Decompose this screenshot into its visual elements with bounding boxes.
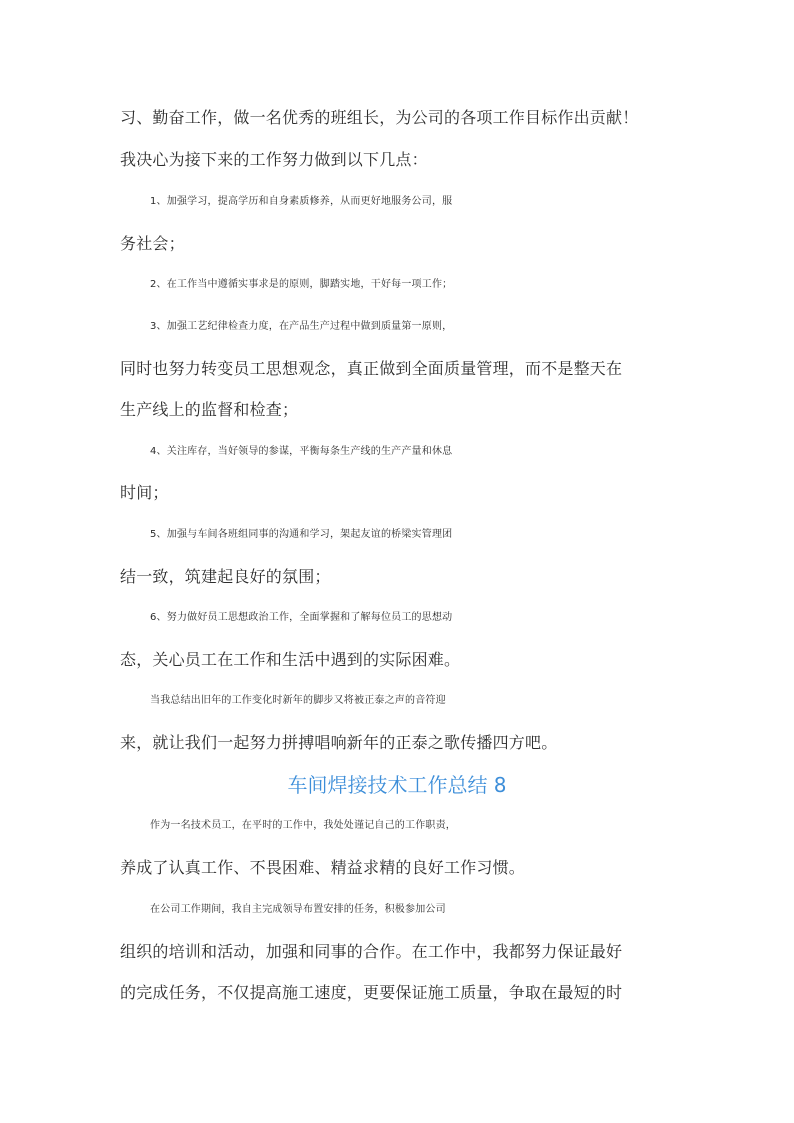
text-line: 6、努力做好员工思想政治工作，全面掌握和了解每位员工的思想动 xyxy=(150,612,453,623)
text-line: 2、在工作当中遵循实事求是的原则，脚踏实地，干好每一项工作； xyxy=(150,279,453,290)
text-line: 态，关心员工在工作和生活中遇到的实际困难。 xyxy=(120,650,461,669)
text-line: 生产线上的监督和检查； xyxy=(120,400,299,419)
section-heading: 车间焊接技术工作总结 8 xyxy=(287,773,507,797)
text-line: 的完成任务，不仅提高施工速度，更要保证施工质量，争取在最短的时 xyxy=(120,983,623,1002)
text-line: 同时也努力转变员工思想观念，真正做到全面质量管理，而不是整天在 xyxy=(120,359,623,378)
text-line: 4、关注库存，当好领导的参谋，平衡每条生产线的生产产量和休息 xyxy=(150,446,453,457)
text-line: 务社会； xyxy=(120,234,185,253)
text-line: 我决心为接下来的工作努力做到以下几点： xyxy=(120,150,428,169)
text-line: 时间； xyxy=(120,483,169,502)
text-line: 在公司工作期间，我自主完成领导布置安排的任务，积极参加公司 xyxy=(150,904,446,915)
text-line: 来，就让我们一起努力拼搏唱响新年的正泰之歌传播四方吧。 xyxy=(120,733,558,752)
text-line: 1、加强学习，提高学历和自身素质修养，从而更好地服务公司，服 xyxy=(150,196,453,207)
text-line: 3、加强工艺纪律检查力度，在产品生产过程中做到质量第一原则， xyxy=(150,321,453,332)
text-line: 当我总结出旧年的工作变化时新年的脚步又将被正泰之声的音符迎 xyxy=(150,695,446,706)
text-line: 养成了认真工作、不畏困难、精益求精的良好工作习惯。 xyxy=(120,858,526,877)
text-line: 结一致，筑建起良好的氛围； xyxy=(120,567,331,586)
text-line: 习、勤奋工作，做一名优秀的班组长，为公司的各项工作目标作出贡献！ xyxy=(120,108,639,127)
text-line: 作为一名技术员工，在平时的工作中，我处处谨记自己的工作职责， xyxy=(150,820,456,831)
text-line: 5、加强与车间各班组同事的沟通和学习，架起友谊的桥梁实管理团 xyxy=(150,529,453,540)
text-line: 组织的培训和活动，加强和同事的合作。在工作中，我都努力保证最好 xyxy=(120,942,623,961)
